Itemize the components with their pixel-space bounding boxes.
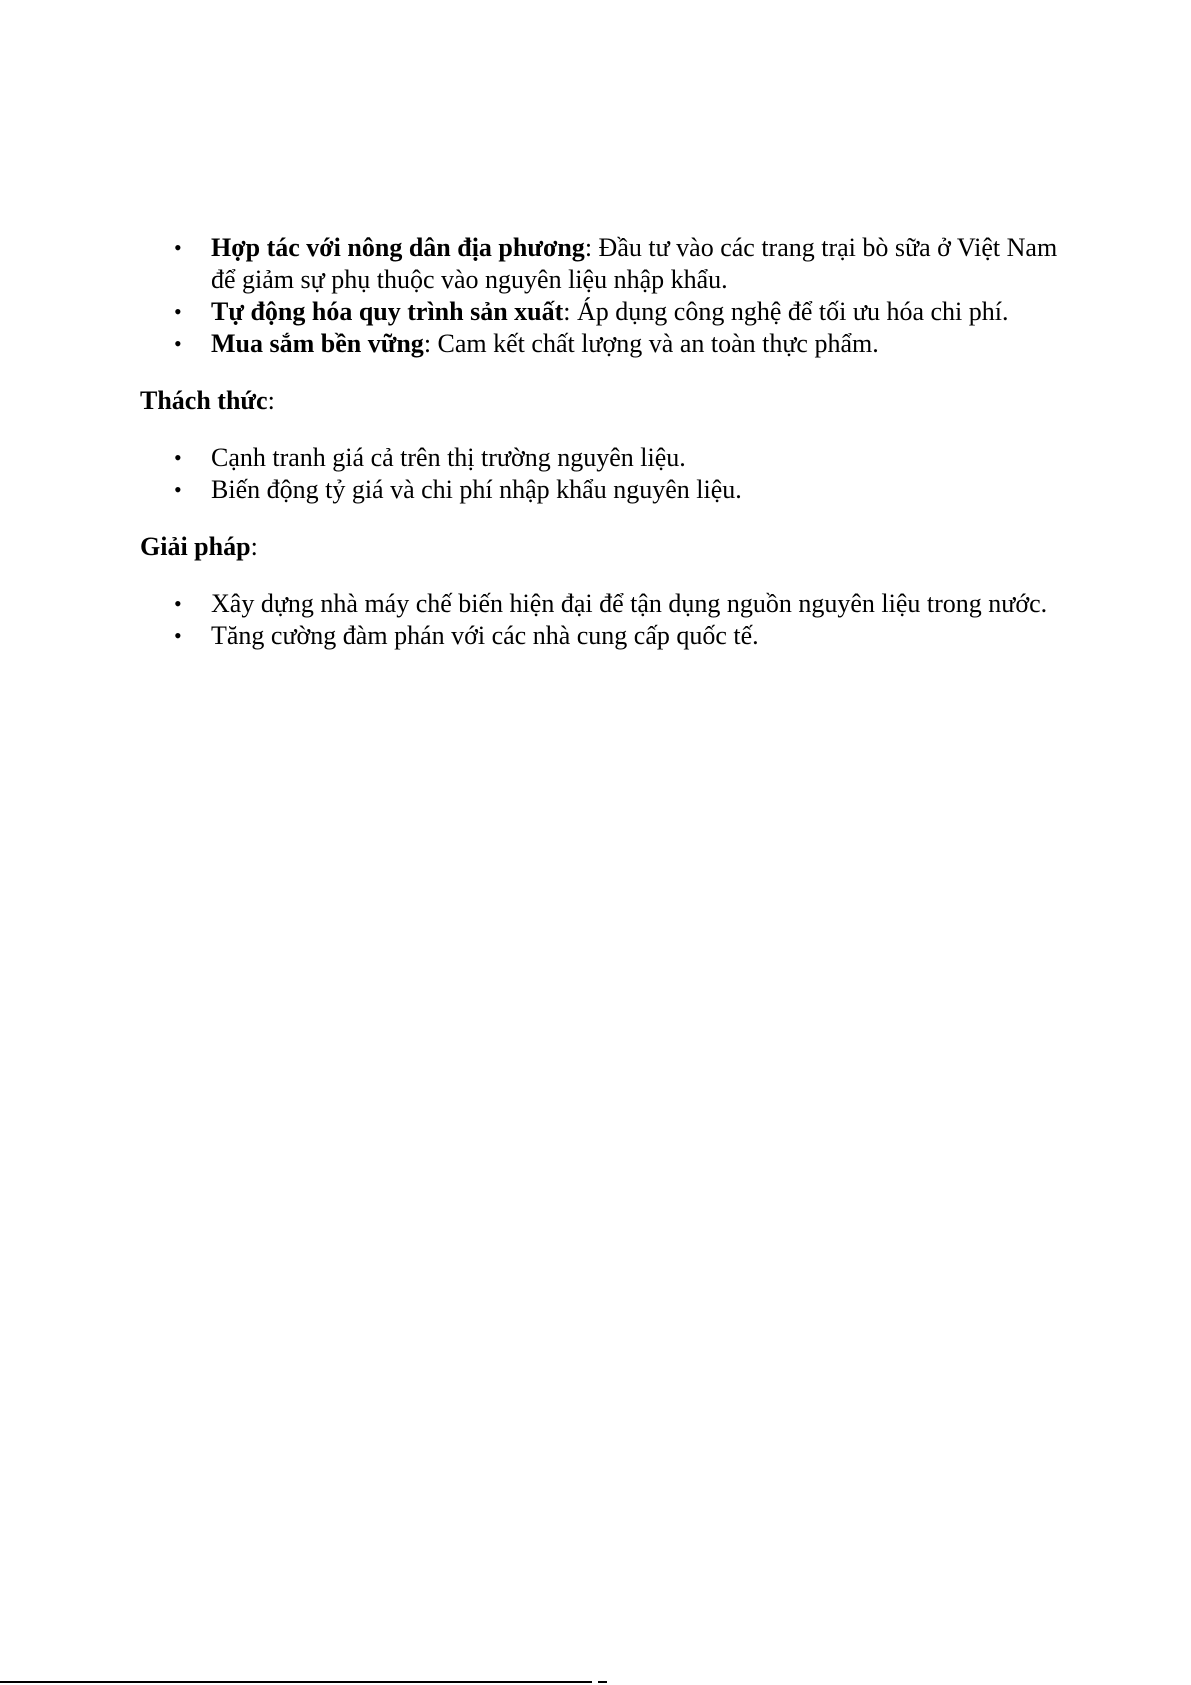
challenges-heading-colon: : — [267, 386, 275, 415]
item-text: Xây dựng nhà máy chế biến hiện đại để tận dụng nguồn nguyên liệu trong nước. — [211, 589, 1048, 618]
bullet-icon: • — [174, 591, 182, 616]
item-title: Tự động hóa quy trình sản xuất — [211, 297, 564, 326]
list-item — [140, 474, 1060, 506]
list-item — [140, 620, 1060, 652]
list-item — [140, 588, 1060, 620]
solutions-list — [140, 588, 1060, 652]
list-item — [140, 232, 1060, 296]
bullet-icon: • — [174, 235, 182, 260]
item-title: Hợp tác với nông dân địa phương — [211, 233, 585, 262]
item-text: Biến động tỷ giá và chi phí nhập khẩu nguyên liệu. — [211, 475, 742, 504]
challenges-heading-text: Thách thức — [140, 386, 268, 415]
item-text: : Cam kết chất lượng và an toàn thực phẩm. — [423, 329, 879, 358]
document-content — [140, 232, 1060, 652]
challenges-list — [140, 442, 1060, 506]
item-text: : Áp dụng công nghệ để tối ưu hóa chi phí. — [563, 297, 1009, 326]
solutions-heading — [140, 531, 1060, 563]
list-item — [140, 442, 1060, 474]
challenges-heading — [140, 385, 1060, 417]
item-text: Cạnh tranh giá cả trên thị trường nguyên liệu. — [211, 443, 686, 472]
bullet-icon: • — [174, 445, 182, 470]
solutions-heading-text: Giải pháp — [140, 532, 251, 561]
bullet-icon: • — [174, 623, 182, 648]
item-title: Mua sắm bền vững — [211, 329, 424, 358]
list-item — [140, 328, 1060, 360]
bullet-icon: • — [174, 477, 182, 502]
strategy-list — [140, 232, 1060, 360]
bullet-icon: • — [174, 331, 182, 356]
bullet-icon: • — [174, 299, 182, 324]
item-text: : Đầu tư vào các trang trại bò sữa ở Việt Nam để giảm sự phụ thuộc vào nguyên liệu nhập khẩu. — [211, 233, 1058, 294]
footer-divider — [0, 1681, 592, 1683]
list-item — [140, 296, 1060, 328]
footer-divider-dash — [598, 1681, 607, 1683]
item-text: Tăng cường đàm phán với các nhà cung cấp quốc tế. — [211, 621, 759, 650]
solutions-heading-colon: : — [250, 532, 258, 561]
